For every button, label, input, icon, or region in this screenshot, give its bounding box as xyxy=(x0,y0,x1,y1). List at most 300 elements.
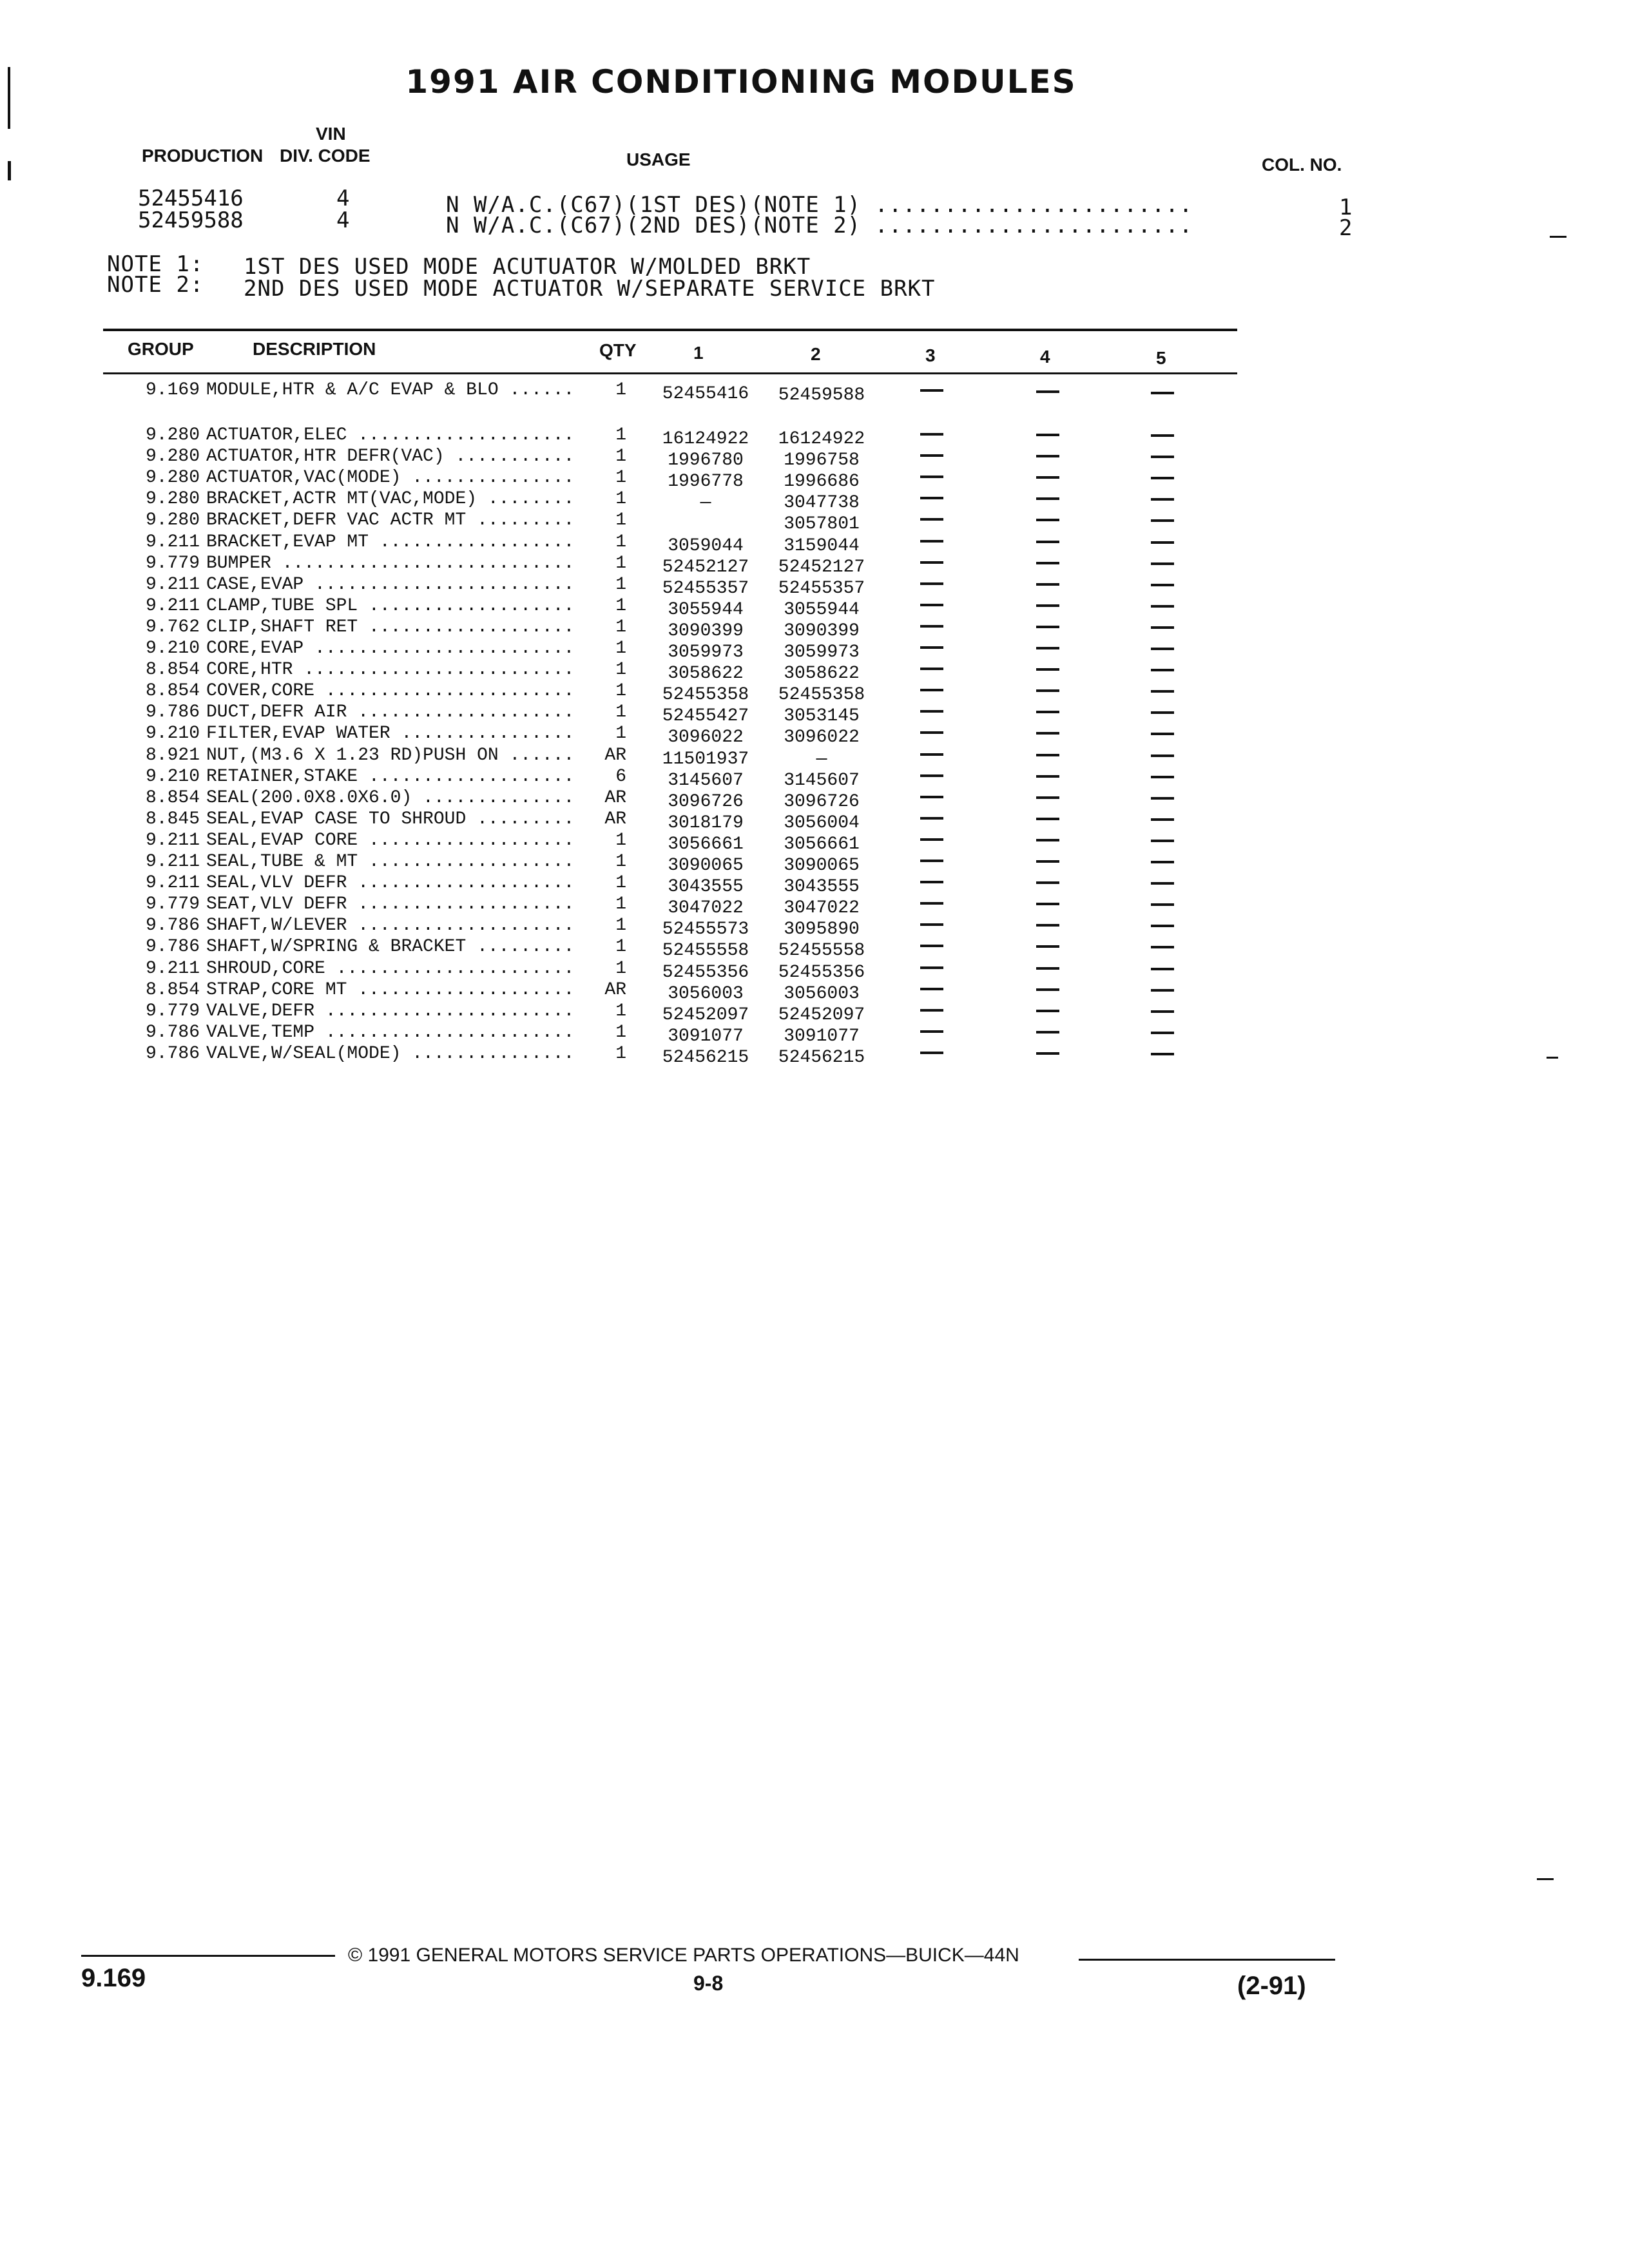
col1-cell: 3059973 xyxy=(668,642,744,662)
group-cell: 9.211 xyxy=(145,596,200,616)
col1-cell: 3059044 xyxy=(668,536,744,556)
group-cell: 9.210 xyxy=(145,639,200,658)
dash-mark xyxy=(1151,989,1174,992)
col1-cell: 11501937 xyxy=(662,749,749,769)
qty-cell: AR xyxy=(604,745,626,765)
col1-cell: 52455356 xyxy=(662,963,749,983)
qty-cell: 1 xyxy=(615,639,626,658)
dash-mark xyxy=(1151,797,1174,800)
dash-mark xyxy=(1036,839,1059,841)
revision-date: (2-91) xyxy=(1237,1972,1306,2000)
note-text: 2ND DES USED MODE ACTUATOR W/SEPARATE SERVICE BRKT xyxy=(244,276,936,302)
footer-rule-left xyxy=(81,1955,335,1957)
dash-mark xyxy=(1036,1010,1059,1012)
group-cell: 9.169 xyxy=(145,380,200,400)
dash-mark xyxy=(920,689,943,691)
col2-cell: 3095890 xyxy=(784,919,860,939)
description-cell: BRACKET,DEFR VAC ACTR MT ......... xyxy=(206,510,575,530)
group-cell: 9.786 xyxy=(145,937,200,957)
qty-cell: 1 xyxy=(615,447,626,466)
table-row xyxy=(0,681,1629,705)
qty-cell: 1 xyxy=(615,596,626,616)
table-row xyxy=(0,916,1629,937)
group-cell: 9.210 xyxy=(145,767,200,787)
group-cell: 9.211 xyxy=(145,532,200,552)
table-row xyxy=(0,831,1629,852)
col2-cell: 52452127 xyxy=(778,557,865,577)
dash-mark xyxy=(1036,519,1059,521)
dash-mark xyxy=(1151,861,1174,863)
margin-mark xyxy=(1550,236,1566,238)
page-title: 1991 AIR CONDITIONING MODULES xyxy=(405,63,1077,101)
group-cell: 9.786 xyxy=(145,1023,200,1043)
table-row xyxy=(0,447,1629,468)
description-cell: CORE,HTR ......................... xyxy=(206,660,575,680)
dash-mark xyxy=(1151,1053,1174,1055)
dash-mark xyxy=(920,540,943,543)
table-row xyxy=(0,468,1629,492)
description-cell: CASE,EVAP ........................ xyxy=(206,575,575,595)
table-row xyxy=(0,425,1629,447)
col-no-header: COL. NO. xyxy=(1262,155,1342,175)
table-row xyxy=(0,380,1629,405)
col1-cell: 3055944 xyxy=(668,600,744,620)
description-cell: BUMPER ........................... xyxy=(206,553,575,573)
col1-cell: 3145607 xyxy=(668,771,744,791)
usage-header: USAGE xyxy=(626,149,691,169)
table-row xyxy=(0,959,1629,983)
group-cell: 9.280 xyxy=(145,447,200,466)
description-cell: ACTUATOR,VAC(MODE) ............... xyxy=(206,468,575,488)
dash-mark xyxy=(1036,497,1059,500)
dash-mark xyxy=(1151,541,1174,544)
dash-mark xyxy=(1151,669,1174,671)
table-row xyxy=(0,937,1629,961)
note-label: NOTE 1: xyxy=(107,251,204,277)
col1-cell: 3043555 xyxy=(668,877,744,897)
qty-cell: 1 xyxy=(615,1001,626,1021)
col2-cell: 3091077 xyxy=(784,1026,860,1046)
description-cell: NUT,(M3.6 X 1.23 RD)PUSH ON ...... xyxy=(206,745,575,765)
dash-mark xyxy=(1036,434,1059,436)
table-row xyxy=(0,702,1629,724)
div-code: 4 xyxy=(336,186,350,211)
col2-cell: 16124922 xyxy=(778,429,865,449)
table-row xyxy=(0,1023,1629,1044)
dash-mark xyxy=(1036,796,1059,799)
dash-mark xyxy=(1151,498,1174,501)
description-cell: FILTER,EVAP WATER ................ xyxy=(206,724,575,744)
dash-mark xyxy=(1036,711,1059,713)
dash-mark xyxy=(1036,754,1059,756)
description-cell: SEAL,TUBE & MT ................... xyxy=(206,852,575,872)
dash-mark xyxy=(1036,390,1059,393)
description-cell: CLIP,SHAFT RET ................... xyxy=(206,617,575,637)
dash-mark xyxy=(1036,732,1059,735)
col2-cell: 3058622 xyxy=(784,664,860,684)
group-cell: 8.854 xyxy=(145,788,200,808)
col2-cell: 1996758 xyxy=(784,450,860,470)
qty-cell: 1 xyxy=(615,681,626,701)
dash-mark xyxy=(1151,1010,1174,1013)
col2-cell: 3053145 xyxy=(784,706,860,726)
group-cell: 9.779 xyxy=(145,1001,200,1021)
dash-mark xyxy=(920,518,943,521)
col2-cell: 52455558 xyxy=(778,941,865,961)
dash-mark xyxy=(1036,818,1059,820)
col2-cell: 3090399 xyxy=(784,621,860,641)
qty-cell: 1 xyxy=(615,660,626,680)
column-1-header: 1 xyxy=(693,343,704,363)
dash-mark xyxy=(1151,925,1174,927)
col2-cell: 52459588 xyxy=(778,385,865,405)
qty-cell: 1 xyxy=(615,894,626,914)
page-number: 9-8 xyxy=(693,1972,724,1995)
dash-mark xyxy=(1151,711,1174,714)
dash-mark xyxy=(920,454,943,457)
col-number: 2 xyxy=(1339,215,1353,241)
dash-mark xyxy=(1036,604,1059,607)
col2-cell: 52455358 xyxy=(778,685,865,705)
description-cell: ACTUATOR,ELEC .................... xyxy=(206,425,575,445)
dash-mark xyxy=(1151,456,1174,458)
table-row xyxy=(0,809,1629,831)
col2-cell: 3145607 xyxy=(784,771,860,791)
description-cell: VALVE,DEFR ....................... xyxy=(206,1001,575,1021)
dash-mark xyxy=(1151,818,1174,821)
dash-mark xyxy=(1151,519,1174,522)
group-column-header: GROUP xyxy=(128,339,194,359)
margin-mark xyxy=(1537,1878,1554,1880)
dash-mark xyxy=(920,710,943,713)
col2-cell: 3043555 xyxy=(784,877,860,897)
col2-cell: 3055944 xyxy=(784,600,860,620)
table-top-rule xyxy=(103,329,1237,331)
col2-cell: — xyxy=(816,749,827,769)
qty-cell: 1 xyxy=(615,1044,626,1064)
col1-cell: 52452127 xyxy=(662,557,749,577)
table-row xyxy=(0,873,1629,897)
dash-mark xyxy=(1036,945,1059,948)
col2-cell: 3096726 xyxy=(784,792,860,812)
description-cell: RETAINER,STAKE ................... xyxy=(206,767,575,787)
dash-mark xyxy=(1151,882,1174,885)
dash-mark xyxy=(920,1030,943,1033)
dash-mark xyxy=(1151,840,1174,842)
margin-mark xyxy=(8,161,11,180)
table-row xyxy=(0,489,1629,513)
group-cell: 9.211 xyxy=(145,873,200,893)
col1-cell: 3096022 xyxy=(668,727,744,747)
col2-cell: 3090065 xyxy=(784,856,860,876)
dash-mark xyxy=(920,476,943,478)
group-cell: 9.280 xyxy=(145,425,200,445)
dash-mark xyxy=(1151,605,1174,608)
qty-cell: 1 xyxy=(615,532,626,552)
table-row xyxy=(0,553,1629,575)
table-row xyxy=(0,745,1629,767)
dash-mark xyxy=(1151,584,1174,586)
description-cell: COVER,CORE ....................... xyxy=(206,681,575,701)
col1-cell: 52455573 xyxy=(662,919,749,939)
qty-cell: 6 xyxy=(615,767,626,787)
dash-mark xyxy=(920,838,943,841)
dash-mark xyxy=(1151,392,1174,394)
col1-cell: 3091077 xyxy=(668,1026,744,1046)
table-row xyxy=(0,532,1629,556)
description-cell: DUCT,DEFR AIR .................... xyxy=(206,702,575,722)
table-row xyxy=(0,660,1629,684)
col1-cell: 1996780 xyxy=(668,450,744,470)
dash-mark xyxy=(1036,562,1059,564)
table-row xyxy=(0,894,1629,916)
dash-mark xyxy=(920,389,943,392)
description-cell: SHROUD,CORE ...................... xyxy=(206,959,575,979)
footer-group: 9.169 xyxy=(81,1964,146,1992)
dash-mark xyxy=(1151,776,1174,778)
group-cell: 9.211 xyxy=(145,959,200,979)
dash-mark xyxy=(920,646,943,649)
col2-cell: 3059973 xyxy=(784,642,860,662)
qty-cell: 1 xyxy=(615,873,626,893)
dash-mark xyxy=(1151,477,1174,479)
dash-mark xyxy=(920,753,943,756)
description-cell: SHAFT,W/LEVER .................... xyxy=(206,916,575,936)
table-row xyxy=(0,617,1629,639)
dash-mark xyxy=(920,582,943,585)
group-cell: 9.211 xyxy=(145,831,200,850)
description-cell: VALVE,TEMP ....................... xyxy=(206,1023,575,1043)
table-row xyxy=(0,1001,1629,1023)
dash-mark xyxy=(1151,754,1174,757)
dash-mark xyxy=(920,796,943,798)
dash-mark xyxy=(1151,968,1174,970)
dash-mark xyxy=(1151,903,1174,906)
col2-cell: 3056661 xyxy=(784,834,860,854)
description-cell: BRACKET,EVAP MT .................. xyxy=(206,532,575,552)
col2-cell: 3057801 xyxy=(784,514,860,534)
dash-mark xyxy=(1036,924,1059,927)
dash-mark xyxy=(1151,733,1174,735)
col2-cell: 3096022 xyxy=(784,727,860,747)
table-header-rule xyxy=(103,372,1237,374)
table-row xyxy=(0,980,1629,1004)
col2-cell: 52452097 xyxy=(778,1005,865,1025)
div-code-header: DIV. CODE xyxy=(280,146,371,166)
col2-cell: 1996686 xyxy=(784,472,860,492)
description-cell: CLAMP,TUBE SPL ................... xyxy=(206,596,575,616)
col-number: 1 xyxy=(1339,195,1353,220)
dash-mark xyxy=(920,945,943,947)
dash-mark xyxy=(1151,562,1174,565)
note-text: 1ST DES USED MODE ACUTUATOR W/MOLDED BRKT xyxy=(244,254,811,280)
table-row xyxy=(0,575,1629,599)
qty-cell: 1 xyxy=(615,724,626,744)
group-cell: 8.854 xyxy=(145,660,200,680)
group-cell: 9.779 xyxy=(145,894,200,914)
qty-column-header: QTY xyxy=(599,340,637,360)
description-cell: STRAP,CORE MT .................... xyxy=(206,980,575,1000)
col1-cell: 3096726 xyxy=(668,792,744,812)
description-cell: SEAL,EVAP CASE TO SHROUD ......... xyxy=(206,809,575,829)
dash-mark xyxy=(1036,775,1059,778)
qty-cell: 1 xyxy=(615,1023,626,1043)
dash-mark xyxy=(1036,967,1059,970)
qty-cell: 1 xyxy=(615,959,626,979)
table-row xyxy=(0,1044,1629,1068)
col1-cell: 3056003 xyxy=(668,984,744,1004)
col1-cell: 3090065 xyxy=(668,856,744,876)
col2-cell: 52455356 xyxy=(778,963,865,983)
qty-cell: 1 xyxy=(615,510,626,530)
usage-text: N W/A.C.(C67)(1ST DES)(NOTE 1) ....................... xyxy=(446,192,1193,218)
dash-mark xyxy=(920,881,943,883)
description-cell: SEAT,VLV DEFR .................... xyxy=(206,894,575,914)
col1-cell: 52456215 xyxy=(662,1048,749,1068)
production-number: 52455416 xyxy=(138,186,244,211)
dash-mark xyxy=(1036,455,1059,457)
column-2-header: 2 xyxy=(811,344,821,364)
group-cell: 8.921 xyxy=(145,745,200,765)
dash-mark xyxy=(1151,690,1174,693)
col1-cell: — xyxy=(700,493,711,513)
description-cell: CORE,EVAP ........................ xyxy=(206,639,575,658)
qty-cell: AR xyxy=(604,788,626,808)
col1-cell: 52455558 xyxy=(662,941,749,961)
qty-cell: 1 xyxy=(615,617,626,637)
dash-mark xyxy=(1036,583,1059,586)
qty-cell: 1 xyxy=(615,380,626,400)
col2-cell: 52455357 xyxy=(778,579,865,599)
description-cell: SEAL,EVAP CORE ................... xyxy=(206,831,575,850)
group-cell: 8.854 xyxy=(145,681,200,701)
group-cell: 9.786 xyxy=(145,702,200,722)
col2-cell: 3056003 xyxy=(784,984,860,1004)
description-cell: VALVE,W/SEAL(MODE) ............... xyxy=(206,1044,575,1064)
col1-cell: 3047022 xyxy=(668,898,744,918)
footer-rule-right xyxy=(1079,1959,1335,1961)
vin-header: VIN xyxy=(316,124,346,144)
table-row xyxy=(0,724,1629,745)
qty-cell: 1 xyxy=(615,425,626,445)
col1-cell: 3018179 xyxy=(668,813,744,833)
dash-mark xyxy=(1036,903,1059,905)
col1-cell: 3056661 xyxy=(668,834,744,854)
dash-mark xyxy=(1151,648,1174,650)
group-cell: 9.210 xyxy=(145,724,200,744)
description-cell: SEAL,VLV DEFR .................... xyxy=(206,873,575,893)
dash-mark xyxy=(1036,988,1059,991)
qty-cell: 1 xyxy=(615,702,626,722)
dash-mark xyxy=(1036,626,1059,628)
description-cell: ACTUATOR,HTR DEFR(VAC) ........... xyxy=(206,447,575,466)
qty-cell: 1 xyxy=(615,831,626,850)
dash-mark xyxy=(920,561,943,564)
dash-mark xyxy=(920,860,943,862)
group-cell: 8.854 xyxy=(145,980,200,1000)
description-cell: BRACKET,ACTR MT(VAC,MODE) ........ xyxy=(206,489,575,509)
qty-cell: 1 xyxy=(615,937,626,957)
table-row xyxy=(0,788,1629,812)
production-number: 52459588 xyxy=(138,207,244,233)
dash-mark xyxy=(1151,946,1174,948)
dash-mark xyxy=(920,604,943,606)
div-code: 4 xyxy=(336,207,350,233)
col1-cell: 52455416 xyxy=(662,384,749,404)
dash-mark xyxy=(1151,434,1174,437)
col2-cell: 3056004 xyxy=(784,813,860,833)
dash-mark xyxy=(1036,647,1059,649)
dash-mark xyxy=(920,923,943,926)
col1-cell: 1996778 xyxy=(668,472,744,492)
dash-mark xyxy=(920,1052,943,1054)
qty-cell: 1 xyxy=(615,489,626,509)
group-cell: 9.779 xyxy=(145,553,200,573)
column-4-header: 4 xyxy=(1040,347,1050,367)
group-cell: 8.845 xyxy=(145,809,200,829)
dash-mark xyxy=(1036,860,1059,863)
production-header: PRODUCTION xyxy=(142,146,264,166)
description-cell: SHAFT,W/SPRING & BRACKET ......... xyxy=(206,937,575,957)
dash-mark xyxy=(920,902,943,905)
col1-cell: 3058622 xyxy=(668,664,744,684)
group-cell: 9.762 xyxy=(145,617,200,637)
table-row xyxy=(0,596,1629,620)
col1-cell: 52455358 xyxy=(662,685,749,705)
dash-mark xyxy=(1036,689,1059,692)
dash-mark xyxy=(920,1009,943,1012)
qty-cell: AR xyxy=(604,980,626,1000)
group-cell: 9.280 xyxy=(145,510,200,530)
dash-mark xyxy=(920,668,943,670)
qty-cell: 1 xyxy=(615,916,626,936)
dash-mark xyxy=(1036,1031,1059,1033)
column-5-header: 5 xyxy=(1156,348,1166,368)
col2-cell: 3047738 xyxy=(784,493,860,513)
dash-mark xyxy=(1036,476,1059,479)
qty-cell: 1 xyxy=(615,575,626,595)
qty-cell: 1 xyxy=(615,852,626,872)
group-cell: 9.280 xyxy=(145,468,200,488)
table-row xyxy=(0,852,1629,876)
dash-mark xyxy=(920,966,943,969)
description-cell: SEAL(200.0X8.0X6.0) .............. xyxy=(206,788,575,808)
dash-mark xyxy=(1151,626,1174,629)
dash-mark xyxy=(920,625,943,628)
group-cell: 9.786 xyxy=(145,1044,200,1064)
dash-mark xyxy=(1151,1032,1174,1034)
dash-mark xyxy=(920,774,943,777)
dash-mark xyxy=(1036,1052,1059,1055)
dash-mark xyxy=(1036,541,1059,543)
dash-mark xyxy=(1036,881,1059,884)
qty-cell: AR xyxy=(604,809,626,829)
col2-cell: 3047022 xyxy=(784,898,860,918)
description-cell: MODULE,HTR & A/C EVAP & BLO ...... xyxy=(206,380,575,400)
qty-cell: 1 xyxy=(615,553,626,573)
group-cell: 9.211 xyxy=(145,852,200,872)
qty-cell: 1 xyxy=(615,468,626,488)
col1-cell: 52455357 xyxy=(662,579,749,599)
table-row xyxy=(0,510,1629,532)
dash-mark xyxy=(1036,668,1059,671)
note-label: NOTE 2: xyxy=(107,272,204,298)
table-row xyxy=(0,639,1629,660)
col1-cell: 3090399 xyxy=(668,621,744,641)
group-cell: 9.786 xyxy=(145,916,200,936)
copyright-text: © 1991 GENERAL MOTORS SERVICE PARTS OPERATIONS—BUICK—44N xyxy=(348,1945,1019,1966)
usage-text: N W/A.C.(C67)(2ND DES)(NOTE 2) ....................... xyxy=(446,213,1193,238)
